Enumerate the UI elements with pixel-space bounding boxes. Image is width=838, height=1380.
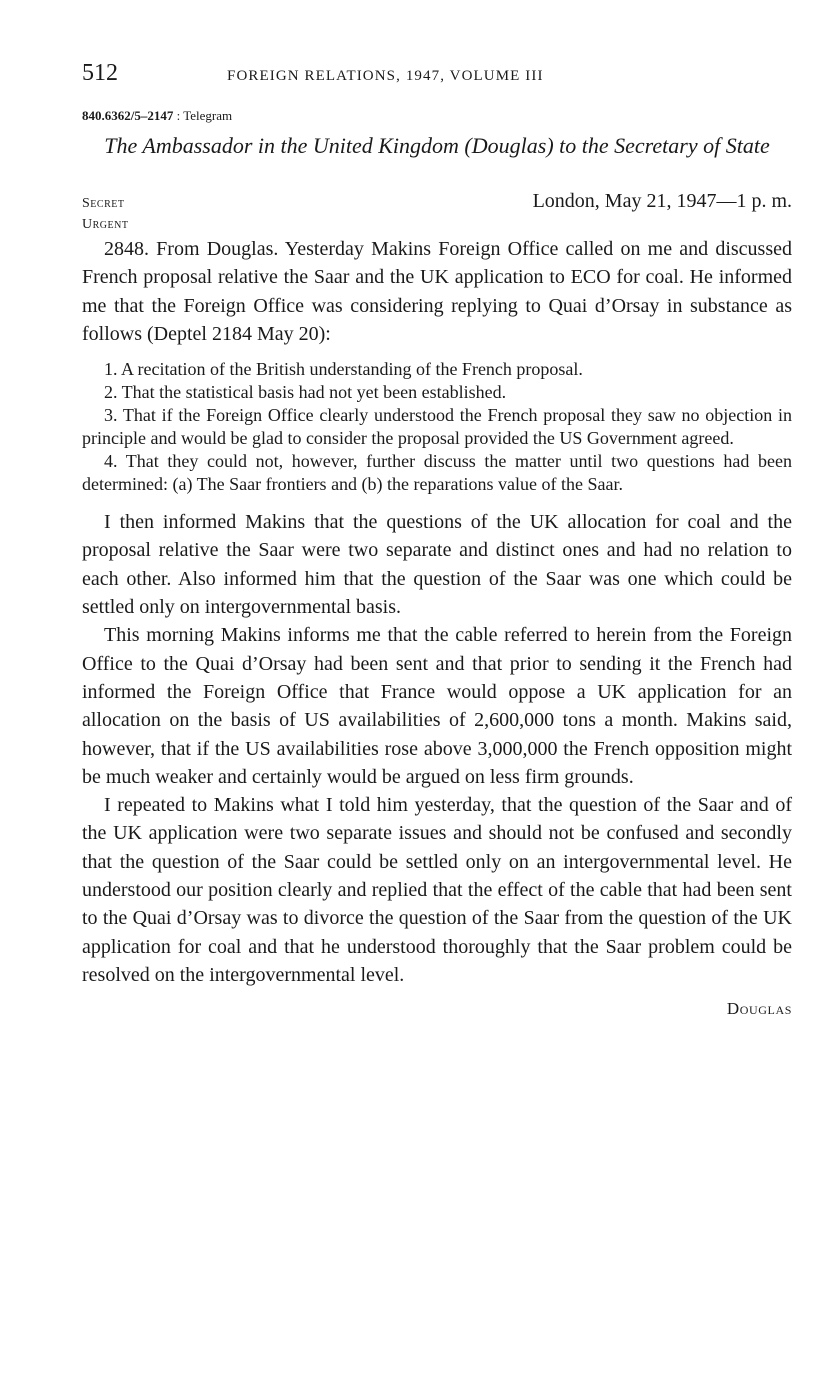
page-header bbox=[82, 60, 792, 100]
list-item: 2. That the statistical basis had not yet been established. bbox=[104, 382, 507, 403]
intro-paragraph: 2848. From Douglas. Yesterday Makins Foreign Office called on me and discussed French proposal relative the Saar and the UK application to ECO for coal. He informed me that the Foreign Office was considering replying to Quai d’Orsay in substance as follows (Deptel 2184 May 20): bbox=[82, 238, 792, 345]
numbered-list bbox=[82, 358, 792, 496]
signature: Douglas bbox=[726, 999, 792, 1019]
page-number: 512 bbox=[82, 60, 118, 86]
urgency-label: Urgent bbox=[82, 217, 129, 232]
dateline: London, May 21, 1947—1 p. m. bbox=[532, 190, 792, 212]
list-item: 4. That they could not, however, further discuss the matter until two questions had been determined: (a) The Saar frontiers and (b) the reparations value of the Saar. bbox=[82, 451, 792, 495]
document-title: The Ambassador in the United Kingdom (Douglas) to the Secretary of State bbox=[104, 133, 770, 158]
meta-row bbox=[82, 190, 792, 213]
file-reference bbox=[82, 108, 792, 124]
running-head: FOREIGN RELATIONS, 1947, VOLUME III bbox=[227, 68, 544, 84]
list-item: 1. A recitation of the British understanding of the French proposal. bbox=[104, 359, 583, 380]
paragraph: I then informed Makins that the questions of the UK allocation for coal and the proposal relative the Saar were two separate and distinct ones and had no relation to each other. Also informed him that the question of the Saar was one which could be settled only on intergovernmental basis. bbox=[82, 511, 792, 619]
telegram-body bbox=[82, 235, 792, 989]
list-item: 3. That if the Foreign Office clearly understood the French proposal they saw no objection in principle and would be glad to consider the proposal provided the US Government agreed. bbox=[82, 405, 792, 449]
file-type: : Telegram bbox=[176, 108, 233, 123]
paragraph: I repeated to Makins what I told him yesterday, that the question of the Saar and of the UK application were two separate issues and should not be confused and secondly that the question of the Saar could be settled only on an intergovernmental level. He understood our position clearly and replied that the effect of the cable that had been sent to the Quai d’Orsay was to divorce the question of the Saar from the question of the UK application for coal and that he understood thoroughly that the Saar problem could be resolved on the intergovernmental level. bbox=[82, 794, 792, 986]
paragraph: This morning Makins informs me that the cable referred to herein from the Foreign Office to the Quai d’Orsay had been sent and that prior to sending it the French had informed the Foreign Office that France would oppose a UK application for an allocation on the basis of US availabilities of 2,600,000 tons a month. Makins said, however, that if the US availabilities rose above 3,000,000 the French opposition might be much weaker and certainly would be argued on less firm grounds. bbox=[82, 624, 792, 788]
document-page bbox=[82, 60, 792, 1019]
classification-label: Secret bbox=[82, 196, 125, 211]
file-number: 840.6362/5–2147 bbox=[82, 108, 174, 123]
